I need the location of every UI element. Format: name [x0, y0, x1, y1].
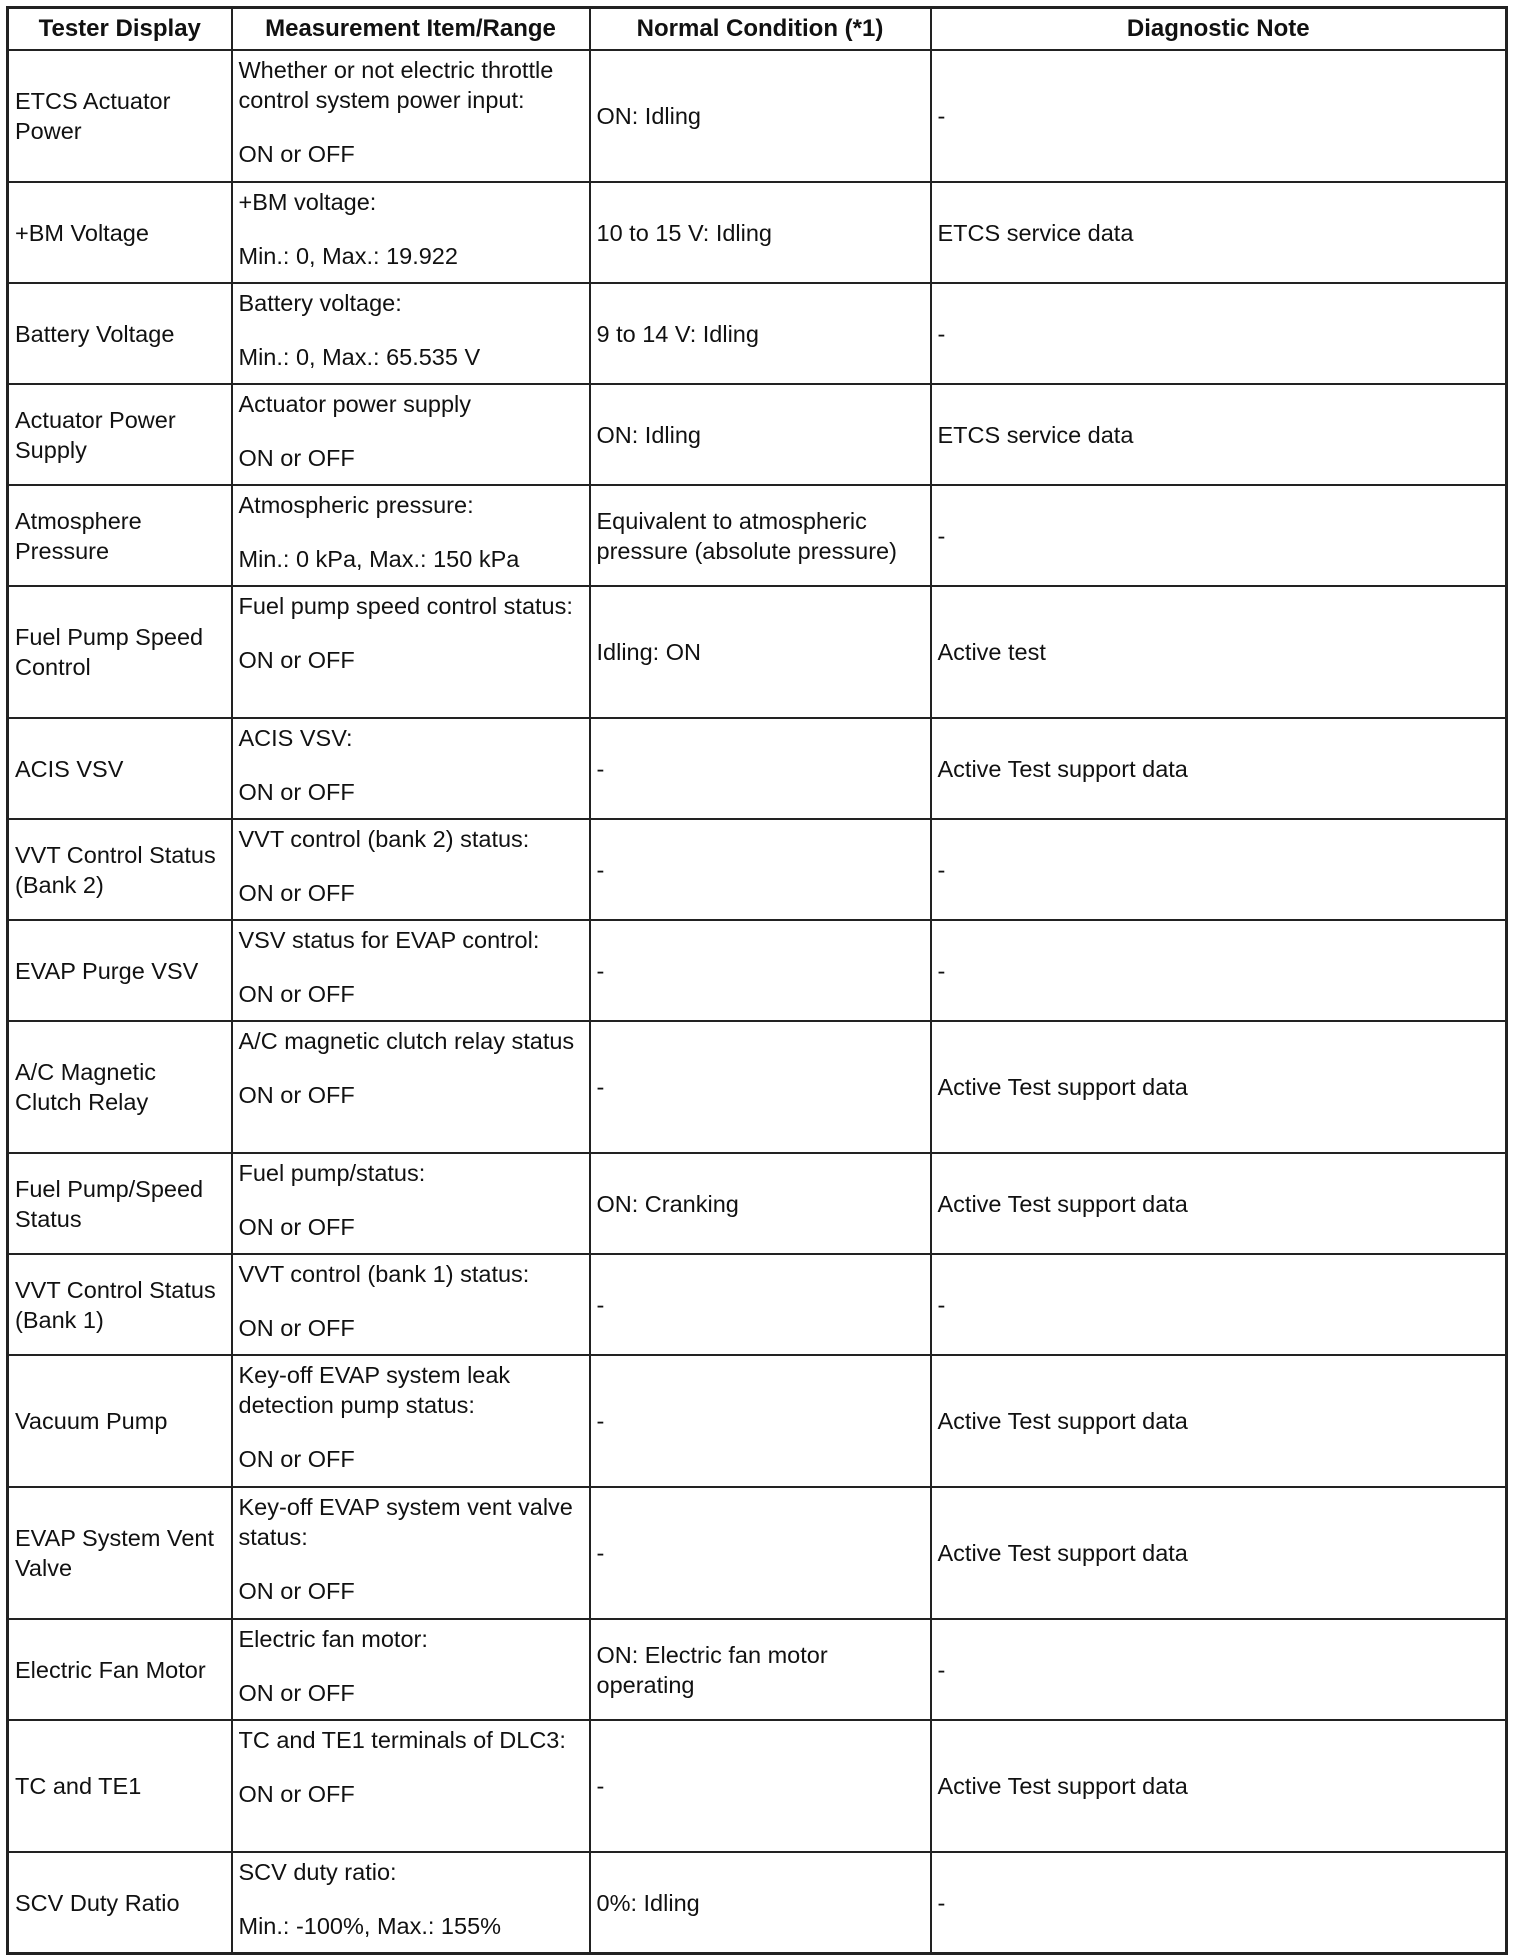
- table-row: [8, 1852, 1507, 1954]
- cell-measurement: [232, 1021, 590, 1153]
- measurement-range: ON or OFF: [238, 1781, 355, 1807]
- cell-measurement: [232, 920, 590, 1021]
- cell-measurement: [232, 1254, 590, 1355]
- cell-normal-condition: -: [590, 1355, 931, 1487]
- measurement-desc: Fuel pump/status:: [238, 1160, 426, 1186]
- cell-tester-display: A/C Magnetic Clutch Relay: [8, 1021, 232, 1153]
- cell-measurement: [232, 384, 590, 485]
- cell-tester-display: VVT Control Status (Bank 2): [8, 819, 232, 920]
- cell-normal-condition: ON: Cranking: [590, 1153, 931, 1254]
- table-row: [8, 1355, 1507, 1487]
- measurement-range: ON or OFF: [238, 981, 355, 1007]
- header-measurement: Measurement Item/Range: [232, 8, 590, 51]
- cell-measurement: [232, 819, 590, 920]
- cell-normal-condition: ON: Idling: [590, 384, 931, 485]
- table-row: [8, 182, 1507, 283]
- table-row: [8, 1619, 1507, 1720]
- cell-measurement: [232, 1619, 590, 1720]
- cell-tester-display: VVT Control Status (Bank 1): [8, 1254, 232, 1355]
- cell-normal-condition: -: [590, 1720, 931, 1852]
- cell-normal-condition: -: [590, 920, 931, 1021]
- cell-measurement: [232, 1852, 590, 1954]
- cell-diagnostic-note: Active Test support data: [931, 1487, 1507, 1619]
- cell-diagnostic-note: Active Test support data: [931, 1355, 1507, 1487]
- cell-diagnostic-note: ETCS service data: [931, 384, 1507, 485]
- measurement-range: Min.: 0, Max.: 19.922: [238, 243, 458, 269]
- measurement-desc: VVT control (bank 2) status:: [238, 826, 530, 852]
- cell-measurement: [232, 182, 590, 283]
- cell-tester-display: Electric Fan Motor: [8, 1619, 232, 1720]
- measurement-range: Min.: 0, Max.: 65.535 V: [238, 344, 481, 370]
- cell-normal-condition: -: [590, 1254, 931, 1355]
- table-row: [8, 485, 1507, 586]
- cell-normal-condition: Equivalent to atmospheric pressure (absolute pressure): [590, 485, 931, 586]
- header-tester-display: Tester Display: [8, 8, 232, 51]
- cell-measurement: [232, 283, 590, 384]
- measurement-desc: Actuator power supply: [238, 391, 472, 417]
- measurement-range: ON or OFF: [238, 1082, 355, 1108]
- cell-tester-display: ETCS Actuator Power: [8, 50, 232, 182]
- measurement-desc: +BM voltage:: [238, 189, 377, 215]
- measurement-desc: VSV status for EVAP control:: [238, 927, 540, 953]
- cell-normal-condition: -: [590, 1487, 931, 1619]
- cell-tester-display: EVAP System Vent Valve: [8, 1487, 232, 1619]
- measurement-desc: A/C magnetic clutch relay status: [238, 1028, 575, 1054]
- cell-diagnostic-note: Active Test support data: [931, 1021, 1507, 1153]
- tester-data-table: [6, 6, 1508, 1955]
- measurement-desc: Key-off EVAP system vent valve status:: [238, 1494, 573, 1550]
- cell-tester-display: Actuator Power Supply: [8, 384, 232, 485]
- cell-tester-display: +BM Voltage: [8, 182, 232, 283]
- cell-diagnostic-note: -: [931, 1619, 1507, 1720]
- measurement-desc: SCV duty ratio:: [238, 1859, 397, 1885]
- measurement-desc: VVT control (bank 1) status:: [238, 1261, 530, 1287]
- cell-diagnostic-note: -: [931, 1852, 1507, 1954]
- cell-diagnostic-note: -: [931, 50, 1507, 182]
- cell-measurement: [232, 586, 590, 718]
- cell-normal-condition: 0%: Idling: [590, 1852, 931, 1954]
- cell-diagnostic-note: -: [931, 283, 1507, 384]
- cell-measurement: [232, 1720, 590, 1852]
- measurement-range: ON or OFF: [238, 1680, 355, 1706]
- cell-normal-condition: -: [590, 1021, 931, 1153]
- cell-normal-condition: ON: Idling: [590, 50, 931, 182]
- measurement-range: ON or OFF: [238, 647, 355, 673]
- measurement-range: ON or OFF: [238, 141, 355, 167]
- cell-diagnostic-note: Active test: [931, 586, 1507, 718]
- measurement-range: ON or OFF: [238, 1446, 355, 1472]
- cell-diagnostic-note: -: [931, 920, 1507, 1021]
- measurement-range: ON or OFF: [238, 880, 355, 906]
- cell-tester-display: Vacuum Pump: [8, 1355, 232, 1487]
- measurement-desc: Key-off EVAP system leak detection pump status:: [238, 1362, 511, 1418]
- cell-measurement: [232, 718, 590, 819]
- cell-normal-condition: -: [590, 718, 931, 819]
- measurement-range: ON or OFF: [238, 1214, 355, 1240]
- measurement-range: ON or OFF: [238, 1578, 355, 1604]
- cell-tester-display: Atmosphere Pressure: [8, 485, 232, 586]
- cell-tester-display: EVAP Purge VSV: [8, 920, 232, 1021]
- table-row: [8, 384, 1507, 485]
- cell-diagnostic-note: Active Test support data: [931, 1153, 1507, 1254]
- table-row: [8, 283, 1507, 384]
- table-row: [8, 50, 1507, 182]
- cell-normal-condition: 10 to 15 V: Idling: [590, 182, 931, 283]
- cell-diagnostic-note: Active Test support data: [931, 718, 1507, 819]
- measurement-range: ON or OFF: [238, 1315, 355, 1341]
- table-row: [8, 718, 1507, 819]
- header-normal-condition: Normal Condition (*1): [590, 8, 931, 51]
- cell-measurement: [232, 1487, 590, 1619]
- measurement-desc: Battery voltage:: [238, 290, 402, 316]
- table-row: [8, 1720, 1507, 1852]
- cell-normal-condition: 9 to 14 V: Idling: [590, 283, 931, 384]
- cell-normal-condition: ON: Electric fan motor operating: [590, 1619, 931, 1720]
- measurement-desc: TC and TE1 terminals of DLC3:: [238, 1727, 566, 1753]
- cell-measurement: [232, 485, 590, 586]
- measurement-desc: Atmospheric pressure:: [238, 492, 474, 518]
- measurement-range: Min.: 0 kPa, Max.: 150 kPa: [238, 546, 520, 572]
- measurement-range: Min.: -100%, Max.: 155%: [238, 1913, 502, 1939]
- cell-normal-condition: -: [590, 819, 931, 920]
- header-diagnostic-note: Diagnostic Note: [931, 8, 1507, 51]
- cell-diagnostic-note: ETCS service data: [931, 182, 1507, 283]
- cell-measurement: [232, 50, 590, 182]
- cell-tester-display: TC and TE1: [8, 1720, 232, 1852]
- table-row: [8, 1021, 1507, 1153]
- table-row: [8, 1153, 1507, 1254]
- measurement-desc: Whether or not electric throttle control system power input:: [238, 57, 554, 113]
- table-row: [8, 586, 1507, 718]
- cell-tester-display: Fuel Pump/Speed Status: [8, 1153, 232, 1254]
- measurement-desc: Fuel pump speed control status:: [238, 593, 573, 619]
- cell-measurement: [232, 1355, 590, 1487]
- cell-diagnostic-note: -: [931, 1254, 1507, 1355]
- table-row: [8, 819, 1507, 920]
- cell-diagnostic-note: -: [931, 819, 1507, 920]
- table-row: [8, 920, 1507, 1021]
- table-header-row: [8, 8, 1507, 51]
- cell-tester-display: Fuel Pump Speed Control: [8, 586, 232, 718]
- cell-diagnostic-note: Active Test support data: [931, 1720, 1507, 1852]
- measurement-range: ON or OFF: [238, 779, 355, 805]
- measurement-desc: ACIS VSV:: [238, 725, 353, 751]
- measurement-range: ON or OFF: [238, 445, 355, 471]
- cell-normal-condition: Idling: ON: [590, 586, 931, 718]
- cell-tester-display: Battery Voltage: [8, 283, 232, 384]
- table-row: [8, 1254, 1507, 1355]
- table-row: [8, 1487, 1507, 1619]
- cell-tester-display: SCV Duty Ratio: [8, 1852, 232, 1954]
- measurement-desc: Electric fan motor:: [238, 1626, 428, 1652]
- cell-diagnostic-note: -: [931, 485, 1507, 586]
- cell-measurement: [232, 1153, 590, 1254]
- cell-tester-display: ACIS VSV: [8, 718, 232, 819]
